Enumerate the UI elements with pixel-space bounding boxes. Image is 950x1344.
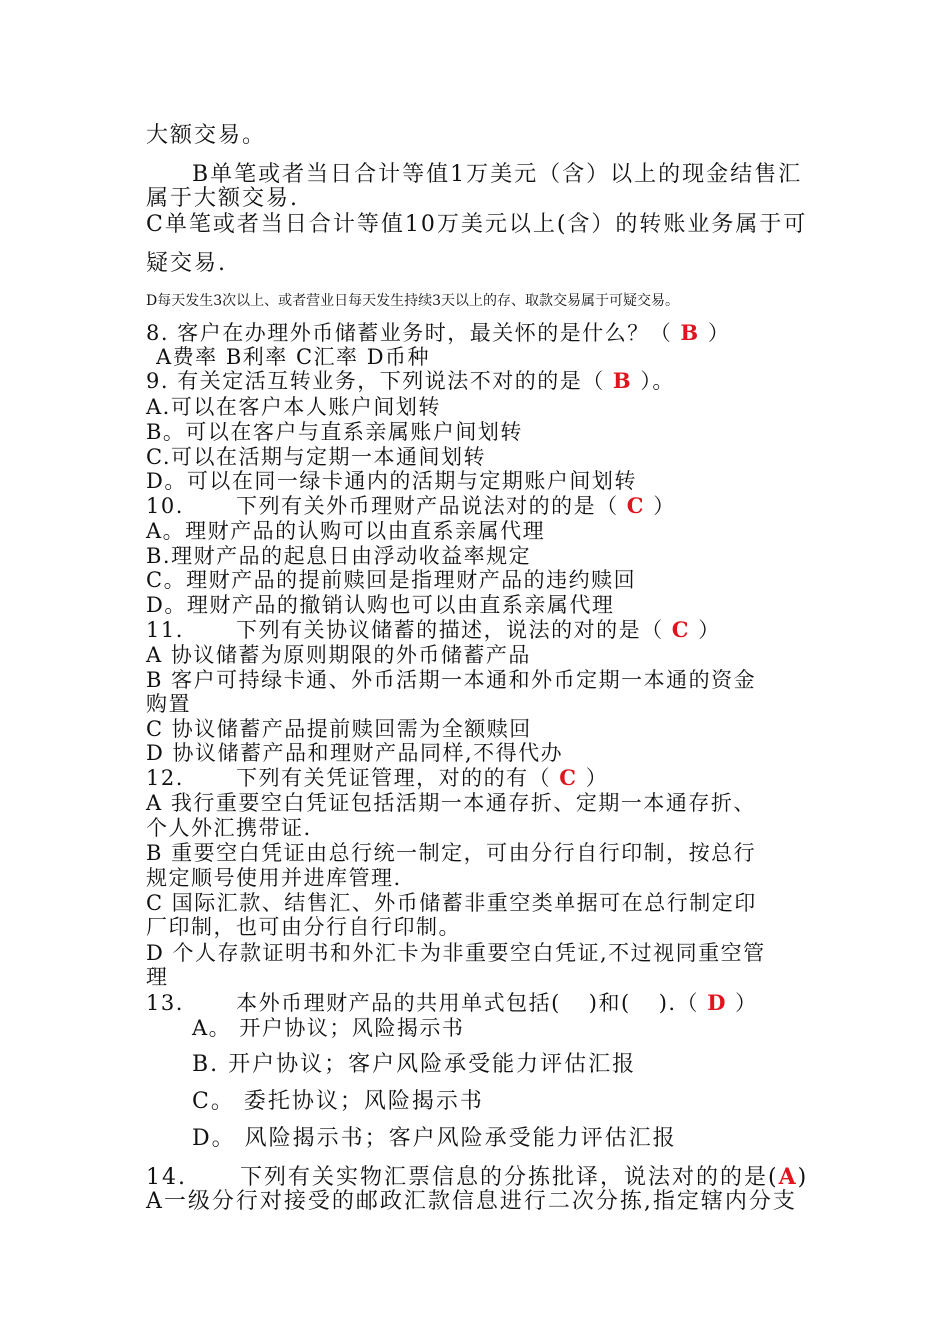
option-line: B。可以在客户与直系亲属账户间划转 xyxy=(146,420,523,444)
option-line: A费率 B利率 C汇率 D币种 xyxy=(156,345,431,369)
question-stem: 下列有关实物汇票信息的分拣批译，说法对的的是( xyxy=(240,1165,779,1190)
question-close: ） xyxy=(653,494,676,518)
question-number: 8. xyxy=(146,321,170,345)
text-line: B单笔或者当日合计等值1万美元（含）以上的现金结售汇 xyxy=(192,162,803,187)
option-line: C 国际汇款、结售汇、外币储蓄非重空类单据可在总行制定印 xyxy=(146,891,757,915)
option-line: A。 开户协议；风险揭示书 xyxy=(192,1016,465,1040)
option-line: D 协议储蓄产品和理财产品同样,不得代办 xyxy=(146,741,564,765)
option-line: 厂印制，也可由分行自行印制。 xyxy=(146,915,461,939)
question-number: 10. xyxy=(146,494,184,518)
option-line: A.可以在客户本人账户间划转 xyxy=(146,395,441,419)
question-stem: 下列有关外币理财产品说法对的的是（ xyxy=(236,494,619,518)
answer-mark: D xyxy=(707,990,727,1015)
question-close: ） xyxy=(735,991,758,1015)
option-line: 规定顺号使用并进库管理. xyxy=(146,866,402,890)
option-line: A一级分行对接受的邮政汇款信息进行二次分拣,指定辖内分支 xyxy=(146,1189,797,1214)
question-8 xyxy=(146,321,730,345)
answer-mark: C xyxy=(626,493,645,518)
question-number: 11. xyxy=(146,618,184,642)
question-close: ) xyxy=(797,1165,809,1190)
option-line: B.理财产品的起息日由浮动收益率规定 xyxy=(146,544,532,568)
question-12 xyxy=(146,766,608,790)
option-line: D 个人存款证明书和外汇卡为非重要空白凭证,不过视同重空管 xyxy=(146,941,766,965)
text-line: 属于大额交易. xyxy=(146,186,299,211)
answer-mark: C xyxy=(559,765,578,790)
option-line: C 协议储蓄产品提前赎回需为全额赎回 xyxy=(146,717,532,741)
question-number: 12. xyxy=(146,766,184,790)
question-stem: 有关定活互转业务，下列说法不对的的是（ xyxy=(177,369,605,393)
question-stem-part: ).（ xyxy=(658,991,700,1015)
question-13 xyxy=(146,991,758,1015)
question-10 xyxy=(146,494,676,518)
text-line: 疑交易. xyxy=(146,251,227,276)
question-close: ） xyxy=(585,766,609,790)
answer-mark: C xyxy=(671,617,690,642)
question-stem: 下列有关凭证管理，对的的有（ xyxy=(236,766,552,790)
option-line: A 我行重要空白凭证包括活期一本通存折、定期一本通存折、 xyxy=(146,791,756,815)
option-line: A。理财产品的认购可以由直系亲属代理 xyxy=(146,519,546,543)
question-11 xyxy=(146,618,721,642)
text-line: 大额交易。 xyxy=(146,123,267,148)
option-line: B. 开户协议；客户风险承受能力评估汇报 xyxy=(192,1052,637,1077)
question-close: ） xyxy=(707,321,731,345)
question-close: ）。 xyxy=(640,369,675,393)
option-line: D。理财产品的撤销认购也可以由直系亲属代理 xyxy=(146,593,615,617)
answer-mark: A xyxy=(778,1164,798,1190)
option-line: C.可以在活期与定期一本通间划转 xyxy=(146,445,486,469)
option-line: 个人外汇携带证. xyxy=(146,816,312,840)
question-number: 14. xyxy=(146,1165,187,1190)
text-line: C单笔或者当日合计等值10万美元以上(含）的转账业务属于可 xyxy=(146,212,808,237)
option-line: C。 委托协议；风险揭示书 xyxy=(192,1089,484,1114)
option-line: A 协议储蓄为原则期限的外币储蓄产品 xyxy=(146,643,531,667)
text-line: D每天发生3次以上、或者营业日每天发生持续3天以上的存、取款交易属于可疑交易。 xyxy=(146,293,680,309)
option-line: B 重要空白凭证由总行统一制定，可由分行自行印制，按总行 xyxy=(146,841,757,865)
option-line: 购置 xyxy=(146,692,191,716)
question-stem: 本外币理财产品的共用单式包括( xyxy=(236,991,561,1015)
option-line: C。理财产品的提前赎回是指理财产品的违约赎回 xyxy=(146,568,637,592)
question-14 xyxy=(146,1165,808,1190)
option-line: D。 风险揭示书；客户风险承受能力评估汇报 xyxy=(192,1126,677,1151)
option-line: D。可以在同一绿卡通内的活期与定期账户间划转 xyxy=(146,469,637,493)
question-stem: 下列有关协议储蓄的描述，说法的对的是（ xyxy=(236,618,664,642)
option-line: B 客户可持绿卡通、外币活期一本通和外币定期一本通的资金 xyxy=(146,668,757,692)
question-close: ） xyxy=(698,618,721,642)
question-number: 13. xyxy=(146,991,184,1015)
option-line: 理 xyxy=(146,965,169,989)
question-stem-part: )和( xyxy=(588,991,631,1015)
question-number: 9. xyxy=(146,369,170,393)
question-9 xyxy=(146,369,675,393)
answer-mark: B xyxy=(612,368,633,393)
answer-mark: B xyxy=(680,320,700,345)
question-stem: 客户在办理外币储蓄业务时，最关怀的是什么？（ xyxy=(177,321,673,345)
